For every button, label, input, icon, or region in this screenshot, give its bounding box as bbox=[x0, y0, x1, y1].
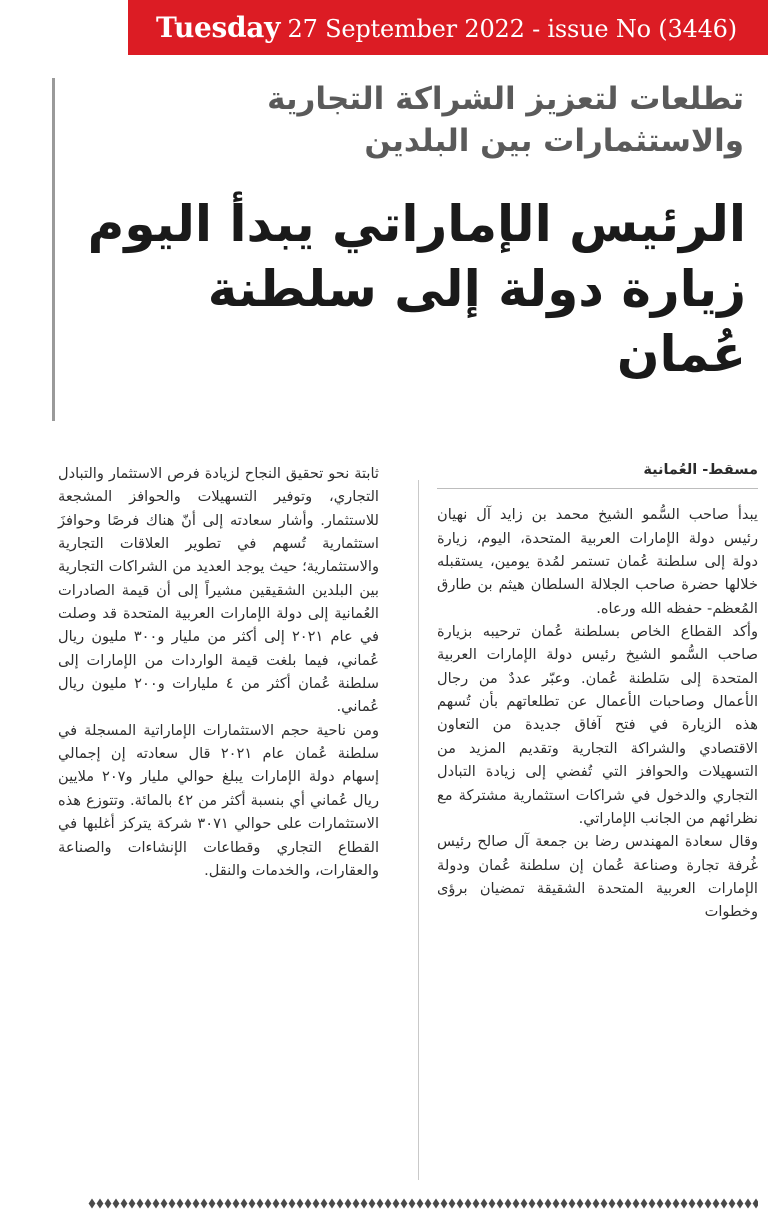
diamond-zigzag-icon bbox=[88, 1198, 758, 1209]
article-headline bbox=[65, 192, 746, 387]
kicker-line-2: والاستثمارات بين البلدين bbox=[364, 123, 744, 160]
masthead-weekday: Tuesday bbox=[156, 10, 281, 44]
article-column-right bbox=[437, 462, 758, 1180]
paragraph: وأكد القطاع الخاص بسلطنة عُمان ترحيبه بزيارة صاحب السُّمو الشيخ رئيس دولة الإمارات العربية المتحدة إلى سَلطنة عُمان. وعبّر عددٌ من رجال الأعمال وصاحبات الأعمال عن تطلعاتهم بأن تُسهم هذه الزيارة في فتح آفاق جديدة من التعاون الاقتصادي والشراكة التجارية وتقديم المزيد من التسهيلات والحوافز التي تُفضي إلى زيادة التبادل التجاري والدخول في شراكات استثمارية مشتركة مع نظرائهم من الجانب الإماراتي. bbox=[437, 623, 758, 827]
masthead-date-banner bbox=[128, 0, 768, 55]
paragraph: يبدأ صاحب السُّمو الشيخ محمد بن زايد آل نهيان رئيس دولة الإمارات العربية المتحدة، اليوم، زيارة دولة إلى سلطنة عُمان تستمر لمُدة يومين، يستقبله خلالها حضرة صاحب الجلالة السلطان هيثم بن طارق المُعظم- حفظه الله ورعاه. bbox=[437, 506, 758, 617]
headline-line-2: زيارة دولة إلى سلطنة عُمان bbox=[207, 260, 746, 384]
article-text-left bbox=[58, 462, 379, 882]
article-kicker bbox=[65, 78, 746, 162]
headline-line-1: الرئيس الإماراتي يبدأ اليوم bbox=[87, 195, 746, 254]
article-body bbox=[58, 462, 758, 1180]
column-divider bbox=[418, 480, 419, 1180]
masthead-date-text bbox=[128, 10, 737, 44]
article-text-right bbox=[437, 503, 758, 923]
paragraph: ثابتة نحو تحقيق النجاح لزيادة فرص الاستثمار والتبادل التجاري، وتوفير التسهيلات والحوافز المشجعة للاستثمار. وأشار سعادته إلى أنّ هناك فرصًا وحوافزَ استثمارية تُسهم في تطوير العلاقات التجارية والاستثمارية؛ حيث يوجد العديد من الشراكات التجارية بين البلدين الشقيقين مشيراً إلى أن قيمة الصادرات العُمانية إلى دولة الإمارات العربية المتحدة قد وصلت في عام ٢٠٢١ إلى أكثر من مليار و٣٠٠ مليون ريال عُماني، فيما بلغت قيمة الواردات من الإمارات إلى سلطنة عُمان أكثر من ٤ مليارات و٢٠٠ مليون ريال عُماني. bbox=[58, 465, 379, 716]
kicker-line-1: تطلعات لتعزيز الشراكة التجارية bbox=[267, 81, 744, 117]
paragraph: ومن ناحية حجم الاستثمارات الإماراتية المسجلة في سلطنة عُمان عام ٢٠٢١ قال سعادته إن إجمالي إسهام دولة الإمارات يبلغ حوالي مليار و٢٠٧ ملايين ريال عُماني أي بنسبة أكثر من ٤٢ بالمائة. وتتوزع هذه الاستثمارات على حوالي ٣٠٧١ شركة يتركز أغلبها في القطاع التجاري وقطاعات الإنشاءات والصناعة والعقارات، والخدمات والنقل. bbox=[58, 721, 379, 879]
headline-block bbox=[52, 78, 746, 421]
dateline-rule bbox=[437, 488, 758, 489]
article-dateline: مسقط- العُمانية bbox=[643, 462, 758, 478]
article-column-left bbox=[58, 462, 379, 1180]
paragraph: وقال سعادة المهندس رضا بن جمعة آل صالح رئيس غُرفة تجارة وصناعة عُمان إن سلطنة عُمان ودولة الإمارات العربية المتحدة الشقيقة تمضيان برؤى وخطوات bbox=[437, 833, 758, 921]
masthead-date-issue: 27 September 2022 - issue No (3446) bbox=[280, 14, 737, 43]
bottom-decorative-border bbox=[88, 1198, 758, 1209]
